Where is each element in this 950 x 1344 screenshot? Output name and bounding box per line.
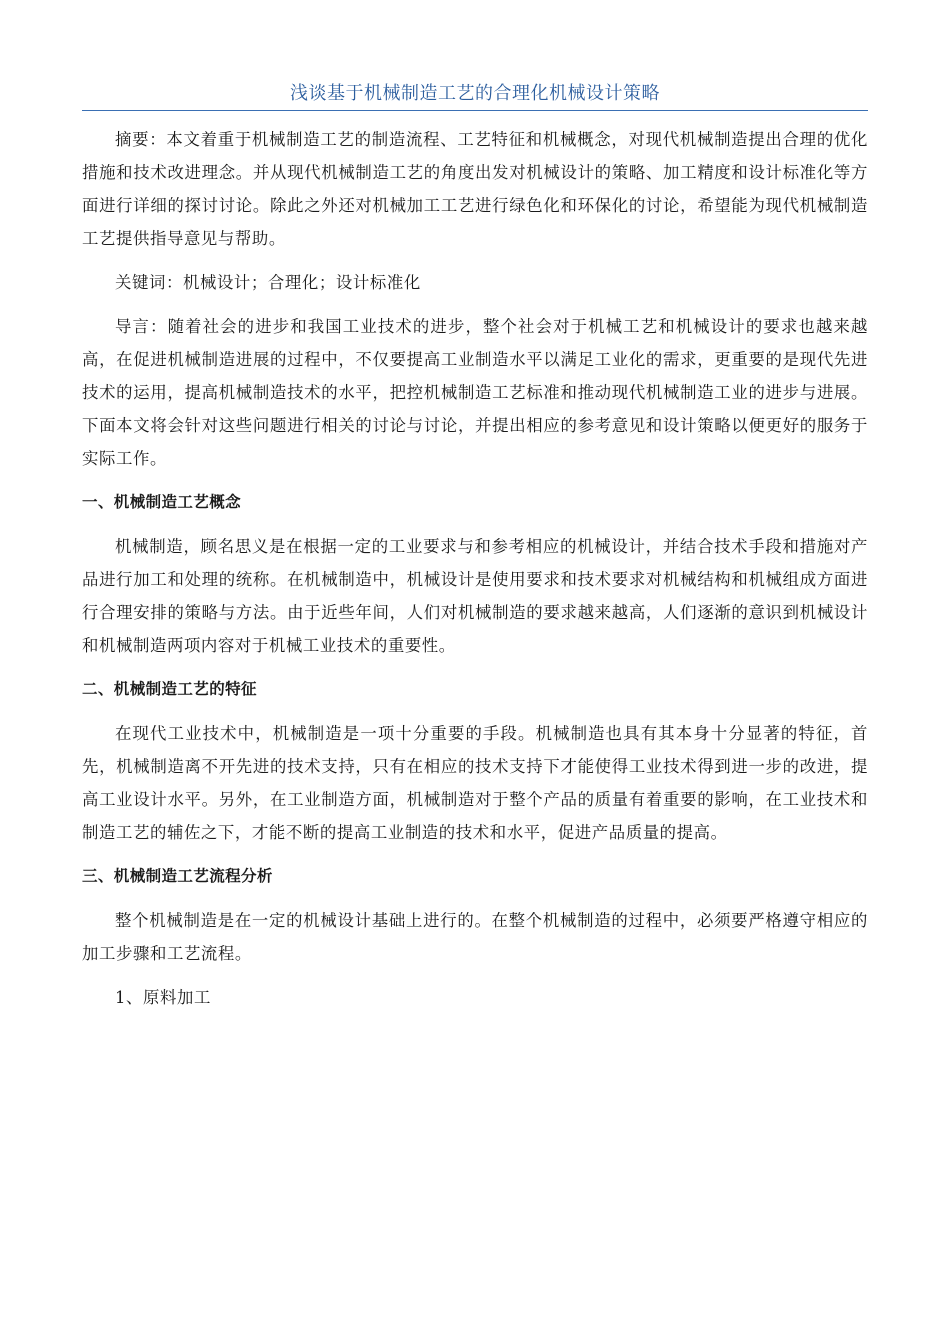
section-heading-features: 二、机械制造工艺的特征	[82, 680, 257, 698]
keywords-paragraph: 关键词：机械设计；合理化；设计标准化	[115, 273, 421, 292]
section-body-concept: 机械制造，顾名思义是在根据一定的工业要求与和参考相应的机械设计，并结合技术手段和措施对产品进行加工和处理的统称。在机械制造中，机械设计是使用要求和技术要求对机械结构和机械组成方面进行合理安排的策略与方法。由于近些年间，人们对机械制造的要求越来越高，人们逐渐的意识到机械设计和机械制造两项内容对于机械工业技术的重要性。	[82, 537, 868, 655]
section-body-features: 在现代工业技术中，机械制造是一项十分重要的手段。机械制造也具有其本身十分显著的特征，首先，机械制造离不开先进的技术支持，只有在相应的技术支持下才能使得工业技术得到进一步的改进，提高工业设计水平。另外，在工业制造方面，机械制造对于整个产品的质量有着重要的影响，在工业技术和制造工艺的辅佐之下，才能不断的提高工业制造的技术和水平，促进产品质量的提高。	[82, 724, 868, 842]
document-header-title: 浅谈基于机械制造工艺的合理化机械设计策略	[82, 80, 868, 111]
abstract-paragraph: 摘要：本文着重于机械制造工艺的制造流程、工艺特征和机械概念，对现代机械制造提出合理的优化措施和技术改进理念。并从现代机械制造工艺的角度出发对机械设计的策略、加工精度和设计标准化等方面进行详细的探讨讨论。除此之外还对机械加工工艺进行绿色化和环保化的讨论，希望能为现代机械制造工艺提供指导意见与帮助。	[82, 130, 868, 248]
section-heading-process: 三、机械制造工艺流程分析	[82, 867, 273, 885]
intro-paragraph: 导言：随着社会的进步和我国工业技术的进步，整个社会对于机械工艺和机械设计的要求也越来越高，在促进机械制造进展的过程中，不仅要提高工业制造水平以满足工业化的需求，更重要的是现代先进技术的运用，提高机械制造技术的水平，把控机械制造工艺标准和推动现代机械制造工业的进步与进展。下面本文将会针对这些问题进行相关的讨论与讨论，并提出相应的参考意见和设计策略以便更好的服务于实际工作。	[82, 317, 868, 468]
subitem-raw-material: 1、原料加工	[115, 988, 211, 1007]
document-page	[82, 80, 868, 1014]
section-body-process: 整个机械制造是在一定的机械设计基础上进行的。在整个机械制造的过程中，必须要严格遵守相应的加工步骤和工艺流程。	[82, 911, 868, 963]
section-heading-concept: 一、机械制造工艺概念	[82, 493, 242, 511]
